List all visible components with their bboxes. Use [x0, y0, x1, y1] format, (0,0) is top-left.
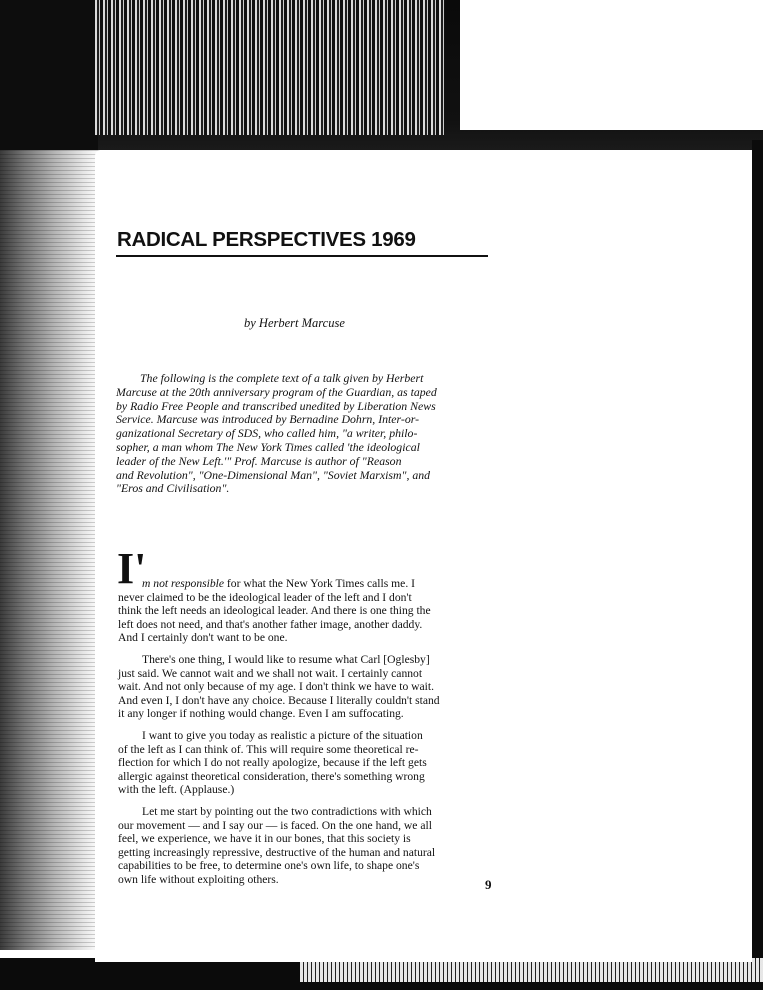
- scan-border-right: [752, 140, 763, 970]
- intro-line: Marcuse at the 20th anniversary program of the Guardian, as taped: [116, 384, 437, 399]
- paragraph-gap: [118, 797, 494, 805]
- paragraph-gap: [118, 645, 494, 653]
- scan-artifact-stripes: [95, 0, 445, 135]
- body-line: it any longer if nothing would change. Even I am suffocating.: [118, 707, 404, 721]
- paragraph-gap: [118, 721, 494, 729]
- body-line: allergic against theoretical consideration, there's something wrong: [118, 769, 425, 783]
- body-line: And I certainly don't want to be one.: [118, 631, 288, 645]
- page-number: 9: [485, 877, 492, 892]
- intro-line: ganizational Secretary of SDS, who called him, "a writer, philo-: [116, 426, 418, 441]
- intro-line: leader of the New Left.'" Prof. Marcuse is author of "Reason: [116, 453, 402, 468]
- body-line: with the left. (Applause.): [118, 783, 235, 797]
- first-line-rest: for what the New York Times calls me. I: [224, 577, 415, 590]
- scan-background-top-right: [460, 0, 763, 130]
- body-line: own life without exploiting others.: [118, 872, 279, 886]
- body-line: wait. And not only because of my age. I don't think we have to wait.: [118, 680, 435, 694]
- body-line: There's one thing, I would like to resume what Carl [Oglesby]: [142, 652, 430, 666]
- page-title: RADICAL PERSPECTIVES 1969: [117, 228, 416, 251]
- body-line: capabilities to be free, to determine one's own life, to shape one's: [118, 859, 420, 873]
- intro-line: and Revolution", "One-Dimensional Man", "Soviet Marxism", and: [116, 467, 431, 482]
- body-line: And even I, I don't have any choice. Because I literally couldn't stand: [118, 693, 440, 707]
- body-line: think the left needs an ideological leader. And there is one thing the: [118, 604, 431, 618]
- body-line: getting increasingly repressive, destructive of the human and natural: [118, 845, 436, 859]
- body-line: never claimed to be the ideological leader of the left and I don't: [118, 590, 412, 604]
- body-line: just said. We cannot wait and we shall not wait. I certainly cannot: [118, 666, 423, 680]
- scan-border-top-left: [0, 0, 98, 150]
- body-line: flection for which I do not really apologize, because if the left gets: [118, 756, 427, 770]
- byline: by Herbert Marcuse: [244, 316, 345, 330]
- body-first-line: [118, 577, 494, 591]
- intro-line: sopher, a man whom The New York Times called 'the ideological: [116, 439, 420, 454]
- body-line: feel, we experience, we have it in our bones, that this society is: [118, 832, 411, 846]
- first-line-italic: m not responsible: [142, 577, 225, 590]
- intro-paragraph: [116, 372, 492, 496]
- intro-line: "Eros and Civilisation".: [116, 481, 230, 496]
- body-line: Let me start by pointing out the two contradictions with which: [142, 804, 432, 818]
- body-line: I want to give you today as realistic a picture of the situation: [142, 728, 423, 742]
- body-line: our movement — and I say our — is faced. On the one hand, we all: [118, 818, 432, 832]
- intro-line: Service. Marcuse was introduced by Bernadine Dohrn, Inter-or-: [116, 412, 420, 427]
- title-rule: [116, 255, 488, 257]
- intro-line: The following is the complete text of a talk given by Herbert: [140, 371, 424, 385]
- body-line: left does not need, and that's another father image, another daddy.: [118, 617, 423, 631]
- drop-cap: I': [117, 544, 147, 593]
- body-line: of the left as I can think of. This will require some theoretical re-: [118, 742, 419, 756]
- page-spine-shadow: [0, 150, 100, 950]
- article-body: [118, 577, 494, 886]
- intro-line: by Radio Free People and transcribed unedited by Liberation News: [116, 398, 436, 413]
